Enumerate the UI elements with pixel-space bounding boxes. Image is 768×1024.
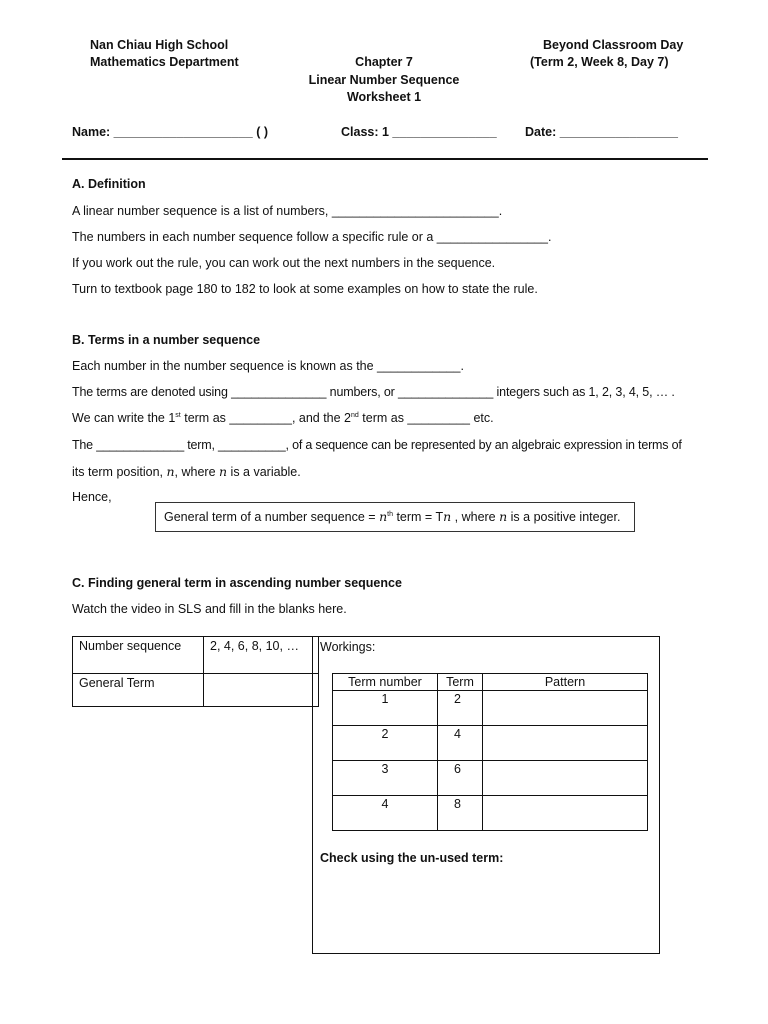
pattern-cell[interactable] [483,761,648,796]
topic-title: Linear Number Sequence [308,73,460,87]
term-number-cell: 4 [333,796,438,831]
table-row [333,761,648,796]
hence-label: Hence, [72,490,112,504]
term-number-cell: 2 [333,726,438,761]
class-field-label: Class: 1 _______________ [341,125,497,139]
pattern-table [332,673,648,831]
section-a-line-2: The numbers in each number sequence follow a specific rule or a ________________. [72,230,552,244]
school-name: Nan Chiau High School [90,38,229,52]
sequence-table [72,636,319,707]
section-b-line-1: Each number in the number sequence is known as the ____________. [72,359,464,373]
section-a-line-4: Turn to textbook page 180 to 182 to look at some examples on how to state the rule. [72,282,538,296]
section-b-line-3: We can write the 1st term as _________, and the 2nd term as _________ etc. [72,411,494,425]
section-b-line-5: its term position, n, where n is a variable. [72,464,301,479]
term-cell: 2 [438,691,483,726]
date-field-label: Date: _________________ [525,125,678,139]
table-row [333,726,648,761]
term-cell: 8 [438,796,483,831]
pattern-cell[interactable] [483,796,648,831]
number-sequence-label: Number sequence [73,637,204,674]
term-cell: 6 [438,761,483,796]
general-term-box: General term of a number sequence = $n^{th}$ term = Tn , where n is a positive integer. [155,502,635,532]
table-row [333,691,648,726]
table-row [333,796,648,831]
workings-box [312,636,660,954]
check-label: Check using the un-used term: [320,851,504,865]
pattern-cell[interactable] [483,726,648,761]
header-term-number: Term number [333,674,438,691]
section-b-heading: B. Terms in a number sequence [72,333,261,347]
section-a-line-3: If you work out the rule, you can work out the next numbers in the sequence. [72,256,496,270]
department-name: Mathematics Department [90,55,239,69]
section-b-line-2: The terms are denoted using ______________ numbers, or ______________ integers such as 1, 2, 3, 4, 5, … . [72,385,675,399]
term-cell: 4 [438,726,483,761]
section-a-heading: A. Definition [72,177,146,191]
chapter-title: Chapter 7 [355,55,413,69]
section-b-line-4: The _____________ term, __________, of a sequence can be represented by an algebraic expression in terms of [72,438,682,452]
header-pattern: Pattern [483,674,648,691]
term-number-cell: 3 [333,761,438,796]
section-c-instruction: Watch the video in SLS and fill in the blanks here. [72,602,347,616]
name-field-label: Name: ____________________ ( ) [72,125,268,139]
term-number-cell: 1 [333,691,438,726]
worksheet-title: Worksheet 1 [346,90,422,104]
number-sequence-value: 2, 4, 6, 8, 10, … [204,637,319,674]
event-title: Beyond Classroom Day [543,38,684,52]
header-term: Term [438,674,483,691]
section-a-line-1: A linear number sequence is a list of numbers, ________________________. [72,204,503,218]
general-term-answer[interactable] [204,674,319,707]
header-divider [62,158,708,160]
term-info: (Term 2, Week 8, Day 7) [530,55,669,69]
section-c-heading: C. Finding general term in ascending number sequence [72,576,402,590]
pattern-cell[interactable] [483,691,648,726]
workings-label: Workings: [320,640,376,654]
general-term-label: General Term [73,674,204,707]
